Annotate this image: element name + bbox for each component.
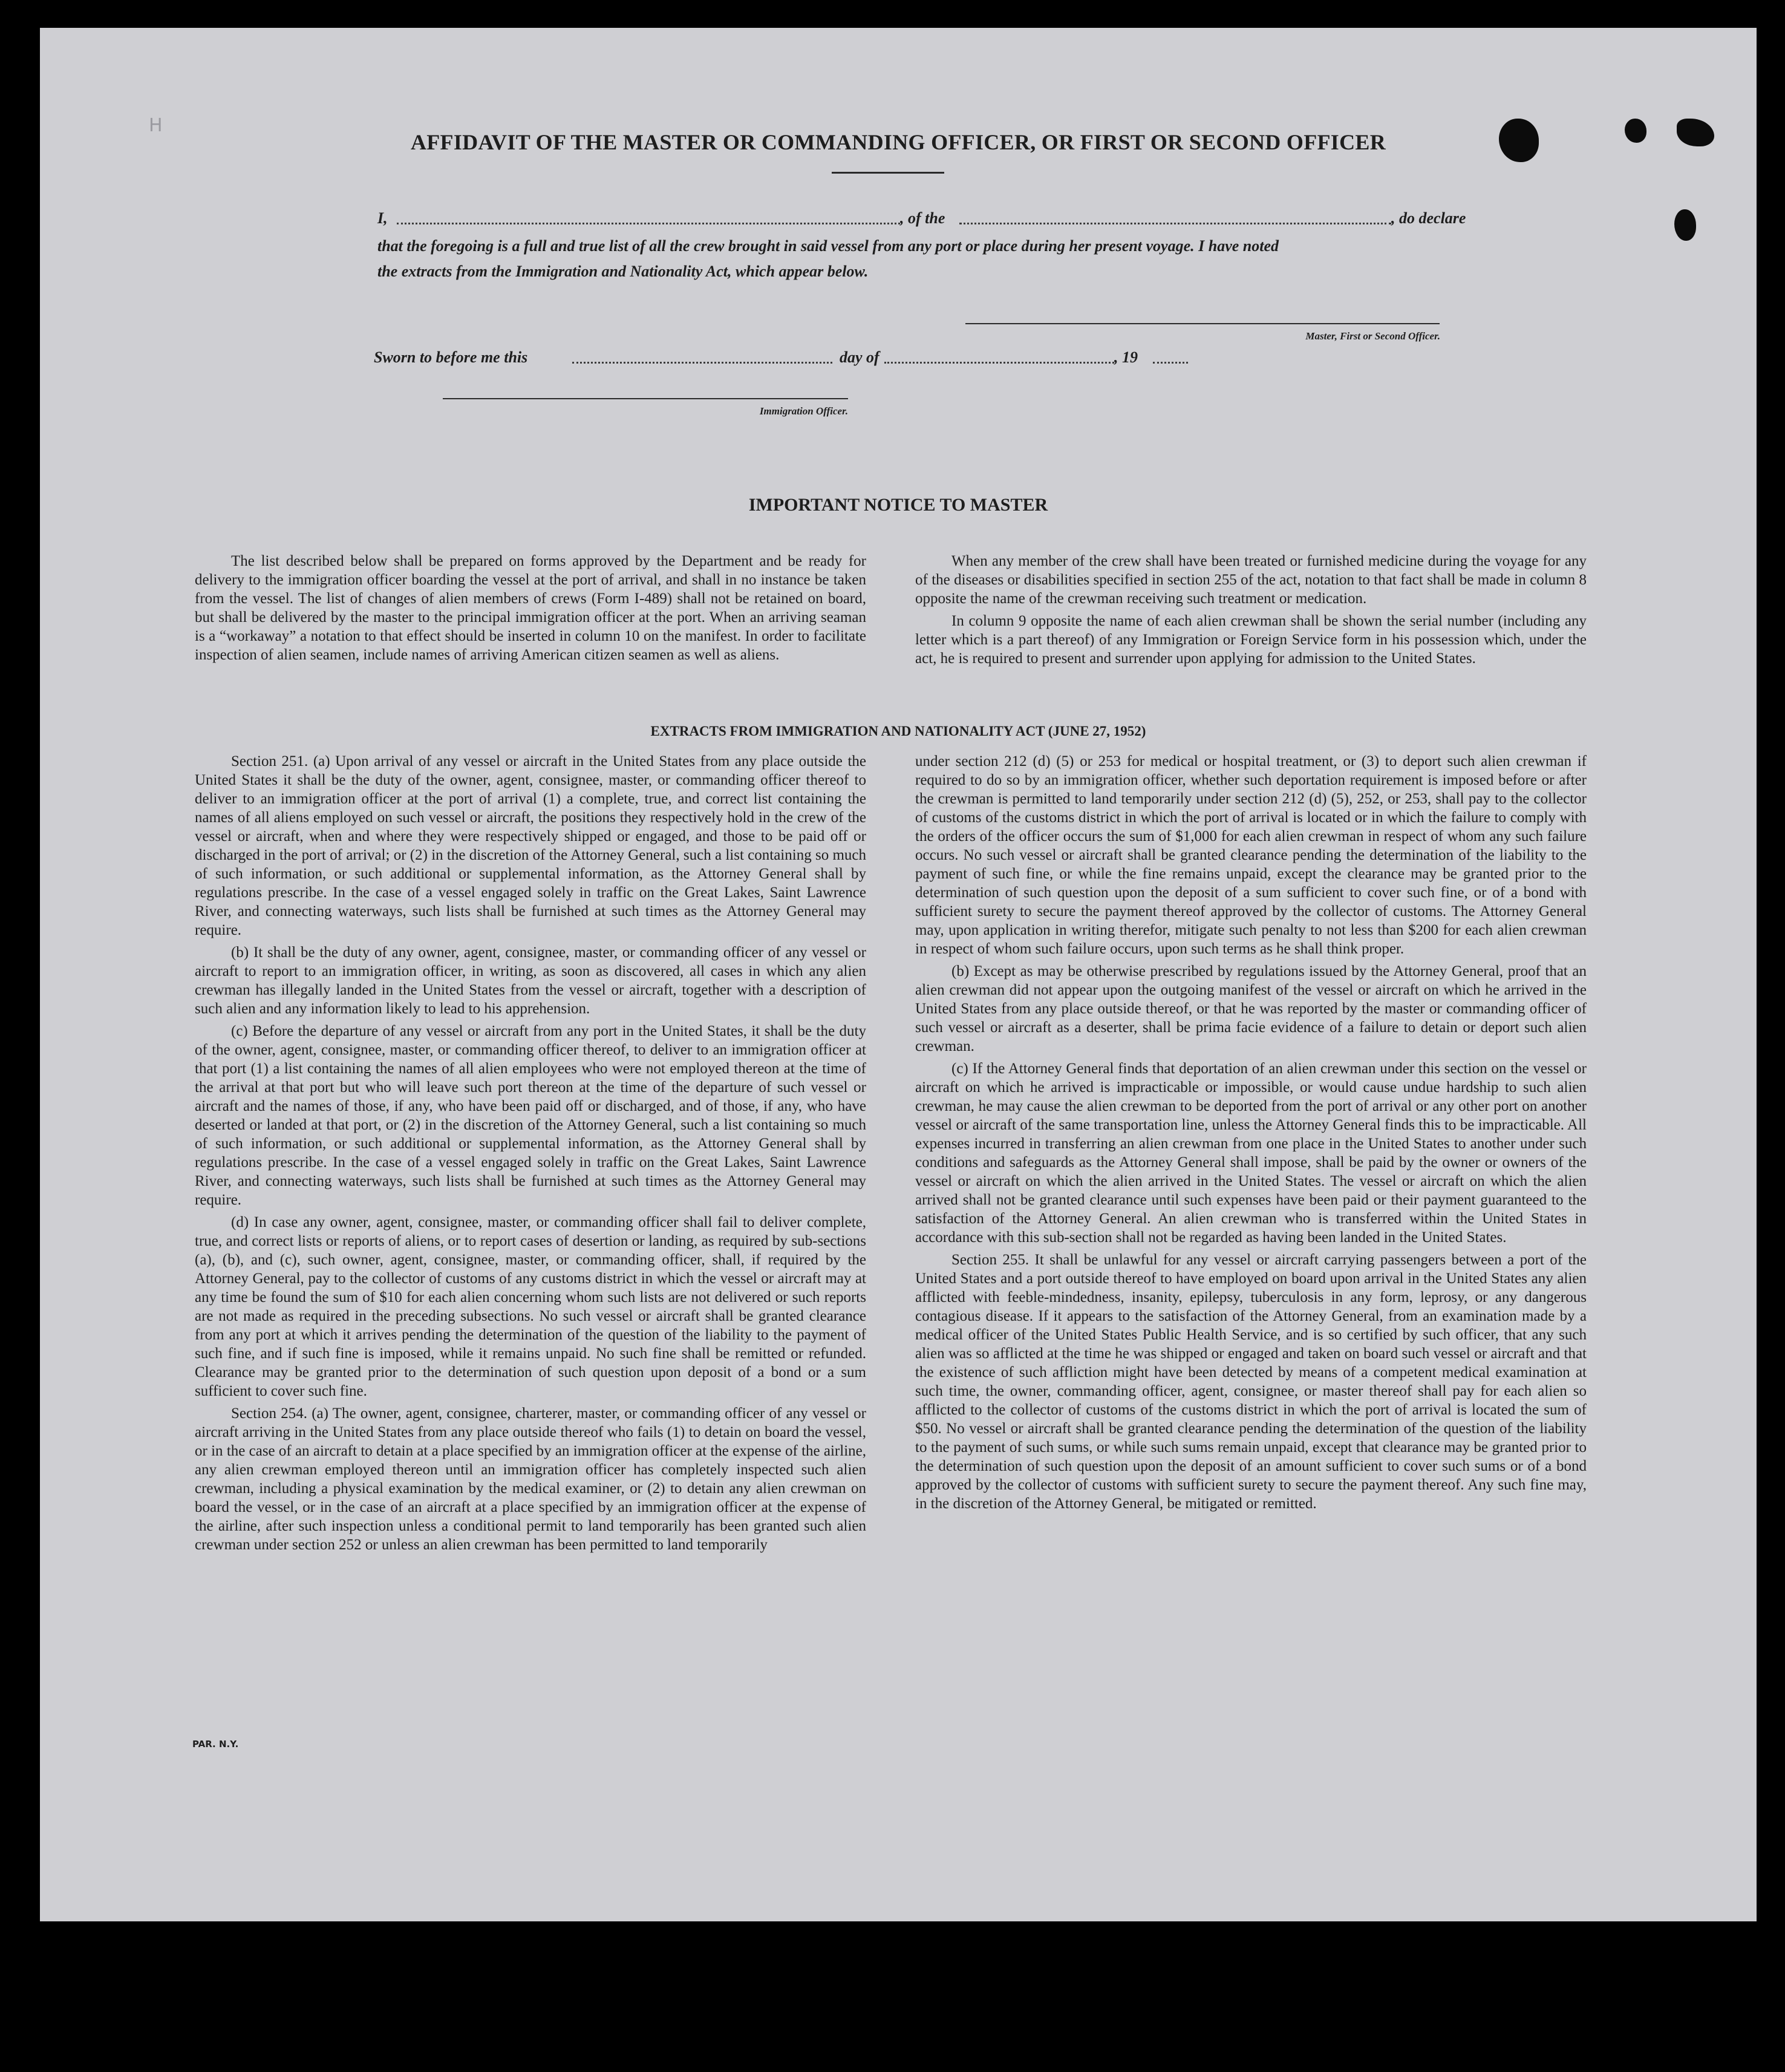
declarant-name-field[interactable] bbox=[397, 223, 900, 224]
vessel-name-field[interactable] bbox=[959, 223, 1391, 224]
declaration-i-label: I, bbox=[377, 209, 388, 227]
scan-pencil-mark: H bbox=[149, 115, 163, 136]
declaration-line-2: the extracts from the Immigration and Nationality Act, which appear below. bbox=[377, 263, 869, 280]
sworn-day-field[interactable] bbox=[572, 362, 832, 364]
affidavit-title: AFFIDAVIT OF THE MASTER OR COMMANDING OFFICER, OR FIRST OR SECOND OFFICER bbox=[410, 130, 1386, 154]
declaration-line-1: that the foregoing is a full and true list of all the crew brought in said vessel from any port or place during her present voyage. I have noted bbox=[377, 237, 1279, 255]
extracts-left-column bbox=[195, 752, 866, 1558]
immigration-officer-caption: Immigration Officer. bbox=[759, 405, 848, 417]
notice-right-column bbox=[915, 552, 1587, 672]
notice-paragraph: In column 9 opposite the name of each alien crewman shall be shown the serial number (including any letter which is a part thereof) of any Immigration or Foreign Service form in his possession which, under the act, he is required to present and surrender upon applying for admission to the United States. bbox=[915, 613, 1587, 667]
master-signature-line[interactable] bbox=[965, 323, 1440, 324]
title-rule bbox=[832, 172, 944, 174]
notice-paragraph: The list described below shall be prepared on forms approved by the Department and be ready for delivery to the immigration officer boarding the vessel at the port of arrival, and shall in no instance be taken from the vessel. The list of changes of alien members of crews (Form I-489) shall not be retained on board, but shall be delivered by the master to the principal immigration officer at the port. When an arriving seaman is a “workaway” a notation to that effect should be inserted in column 10 on the manifest. In order to facilitate inspection of alien seamen, include names of arriving American citizen seamen as well as aliens. bbox=[195, 553, 866, 663]
declaration-do-declare-label: , do declare bbox=[1391, 209, 1466, 227]
sworn-month-field[interactable] bbox=[884, 362, 1114, 364]
section-251-a: Section 251. (a) Upon arrival of any vessel or aircraft in the United States from any place outside the United States it shall be the duty of the owner, agent, consignee, master, or commanding officer thereof to deliver to an immigration officer at the port of arrival (1) a complete, true, and correct list containing the names of all aliens employed on such vessel or aircraft, the positions they respectively hold in the crew of the vessel or aircraft, when and where they were respectively shipped or engaged, and those to be paid off or discharged in the port of arrival; or (2) in the discretion of the Attorney General, such a list containing so much of such information, or such additional or supplemental information, as the Attorney General shall by regulations prescribe. In the case of a vessel engaged solely in traffic on the Great Lakes, Saint Lawrence River, and connecting waterways, such lists shall be furnished at such times as the Attorney General may require. bbox=[195, 753, 866, 938]
form-code: PAR. N.Y. bbox=[192, 1739, 239, 1750]
section-251-c: (c) Before the departure of any vessel or aircraft from any port in the United States, it shall be the duty of the owner, agent, consignee, master, or commanding officer thereof, to deliver to an immigration officer at that port (1) a list containing the names of all alien employees who were not employed thereon at the time of the arrival at that port but who will leave such port thereon at the time of the departure of such vessel or aircraft and the names of those, if any, who have been paid off or discharged, and of those, if any, who have deserted or landed at that port, or (2) in the discretion of the Attorney General, such a list containing so much of such information, or such additional or supplemental information, as the Attorney General shall by regulations prescribe. In the case of a vessel engaged solely in traffic on the Great Lakes, Saint Lawrence River, and connecting waterways, such lists shall be furnished at such times as the Attorney General may require. bbox=[195, 1023, 866, 1208]
section-255: Section 255. It shall be unlawful for any vessel or aircraft carrying passengers between a port of the United States and a port outside thereof to have employed on board upon arrival in the United States any alien afflicted with feeble-mindedness, insanity, epilepsy, tuberculosis in any form, leprosy, or any dangerous contagious disease. If it appears to the satisfaction of the Attorney General, from an examination made by a medical officer of the United States Public Health Service, and is so certified by such officer, that any such alien was so afflicted at the time he was shipped or engaged and taken on board such vessel or aircraft and that the existence of such affliction might have been detected by means of a competent medical examination at such time, the owner, commanding officer, agent, consignee, or master thereof shall pay for each alien so afflicted to the collector of customs of the customs district in which the port of arrival is located the sum of $50. No vessel or aircraft shall be granted clearance pending the determination of the question of the liability to the payment of such sums, or while such sums remain unpaid, except that clearance may be granted prior to the determination of such question upon the deposit of an amount sufficient to cover such sums or of a bond approved by the collector of customs with sufficient surety to secure the payment thereof. Any such fine may, in the discretion of the Attorney General, be mitigated or remitted. bbox=[915, 1252, 1587, 1512]
section-254-b: (b) Except as may be otherwise prescribed by regulations issued by the Attorney General, proof that an alien crewman did not appear upon the outgoing manifest of the vessel or aircraft on which he arrived in the United States from any place outside thereof, or that he was reported by the master or commanding officer of such vessel or aircraft as a deserter, shall be prima facie evidence of a failure to detain or deport such alien crewman. bbox=[915, 963, 1587, 1054]
extracts-heading: EXTRACTS FROM IMMIGRATION AND NATIONALITY ACT (JUNE 27, 1952) bbox=[650, 724, 1146, 739]
master-signature-caption: Master, First or Second Officer. bbox=[1305, 330, 1440, 342]
notice-left-column bbox=[195, 552, 866, 667]
section-254-c: (c) If the Attorney General finds that deportation of an alien crewman under this section on the vessel or aircraft on which he arrived is impracticable or impossible, or would cause undue hardship to such alien crewman, he may cause the alien crewman to be deported from the port of arrival or any other port on another vessel or aircraft of the same transportation line, unless the Attorney General finds this to be impracticable. All expenses incurred in transferring an alien crewman from one place in the United States to another under such conditions and safeguards as the Attorney General shall impose, shall be paid by the owner or owners of the vessel or aircraft on which the alien arrived in the United States. The vessel or aircraft on which the alien arrived shall not be granted clearance until such expenses have been paid or their payment guaranteed to the satisfaction of the Attorney General. An alien crewman who is transferred within the United States in accordance with this sub-section shall not be regarded as having been landed in the United States. bbox=[915, 1061, 1587, 1246]
sworn-label: Sworn to before me this bbox=[374, 348, 528, 366]
section-251-d: (d) In case any owner, agent, consignee, master, or commanding officer shall fail to deliver complete, true, and correct lists or reports of aliens, or to report cases of desertion or landing, as required by sub-sections (a), (b), and (c), such owner, agent, consignee, master, or commanding officer, shall, if required by the Attorney General, pay to the collector of customs of any customs district in which the vessel or aircraft may at any time be found the sum of $10 for each alien concerning whom such lists are not delivered or such reports are not made as required in the preceding subsections. No such vessel or aircraft shall be granted clearance from any port at which it arrives pending the determination of the question of the liability to the payment of such fine, and if such fine is imposed, while it remains unpaid. No such fine shall be remitted or refunded. Clearance may be granted prior to the determination of such question upon deposit of a bond or a sum sufficient to cover such fine. bbox=[195, 1214, 866, 1399]
notice-title: IMPORTANT NOTICE TO MASTER bbox=[748, 495, 1048, 515]
declaration-of-the-label: , of the bbox=[900, 209, 945, 227]
extracts-right-column bbox=[915, 752, 1587, 1517]
section-254-a: Section 254. (a) The owner, agent, consignee, charterer, master, or commanding officer of any vessel or aircraft arriving in the United States from any place outside thereof who fails (1) to detain on board the vessel, or in the case of an aircraft to detain at a place specified by an immigration officer at the expense of the airline, any alien crewman employed thereon until an immigration officer has completely inspected such alien crewman, including a physical examination by the medical examiner, or (2) to detain any alien crewman on board the vessel, or in the case of an aircraft at a place specified by an immigration officer at the expense of the airline, after such inspection unless a conditional permit to land temporarily has been granted such alien crewman under section 252 or unless an alien crewman has been permitted to land temporarily bbox=[195, 1405, 866, 1553]
immigration-officer-signature-line[interactable] bbox=[443, 398, 848, 399]
section-251-b: (b) It shall be the duty of any owner, agent, consignee, master, or commanding officer of any vessel or aircraft to report to an immigration officer, in writing, as soon as discovered, all cases in which any alien crewman has illegally landed in the United States from the vessel or aircraft, together with a description of such alien and any information likely to lead to his apprehension. bbox=[195, 944, 866, 1017]
sworn-day-of-label: day of bbox=[840, 348, 879, 366]
sworn-year-field[interactable] bbox=[1153, 362, 1188, 364]
section-254-a-continued: under section 212 (d) (5) or 253 for medical or hospital treatment, or (3) to deport such alien crewman if required to do so by an immigration officer, whether such deportation requirement is imposed before or after the crewman is permitted to land temporarily under section 212 (d) (5), 252, or 253, shall pay to the collector of customs of the customs district in which the port of arrival is located or in which the failure to comply with the orders of the officer occurs the sum of $1,000 for each alien crewman in respect of whom any such failure occurs. No such vessel or aircraft shall be granted clearance pending the determination of the liability to the payment of such fine, or while the fine remains unpaid, except the clearance may be granted prior to the determination of such question upon the deposit of a sum sufficient to cover such fine, or of a bond with sufficient surety to secure the payment thereof approved by the collector of customs. The Attorney General may, upon application in writing therefor, mitigate such penalty to not less than $200 for each alien crewman in respect of whom such failure occurs, upon such terms as he shall think proper. bbox=[915, 753, 1587, 957]
notice-paragraph: When any member of the crew shall have been treated or furnished medicine during the voyage for any of the diseases or disabilities specified in section 255 of the act, notation to that fact shall be made in column 8 opposite the name of the crewman receiving such treatment or medication. bbox=[915, 553, 1587, 607]
document-page bbox=[40, 28, 1757, 1921]
sworn-year-label: , 19 bbox=[1114, 348, 1138, 366]
punch-hole-icon bbox=[1674, 209, 1696, 241]
